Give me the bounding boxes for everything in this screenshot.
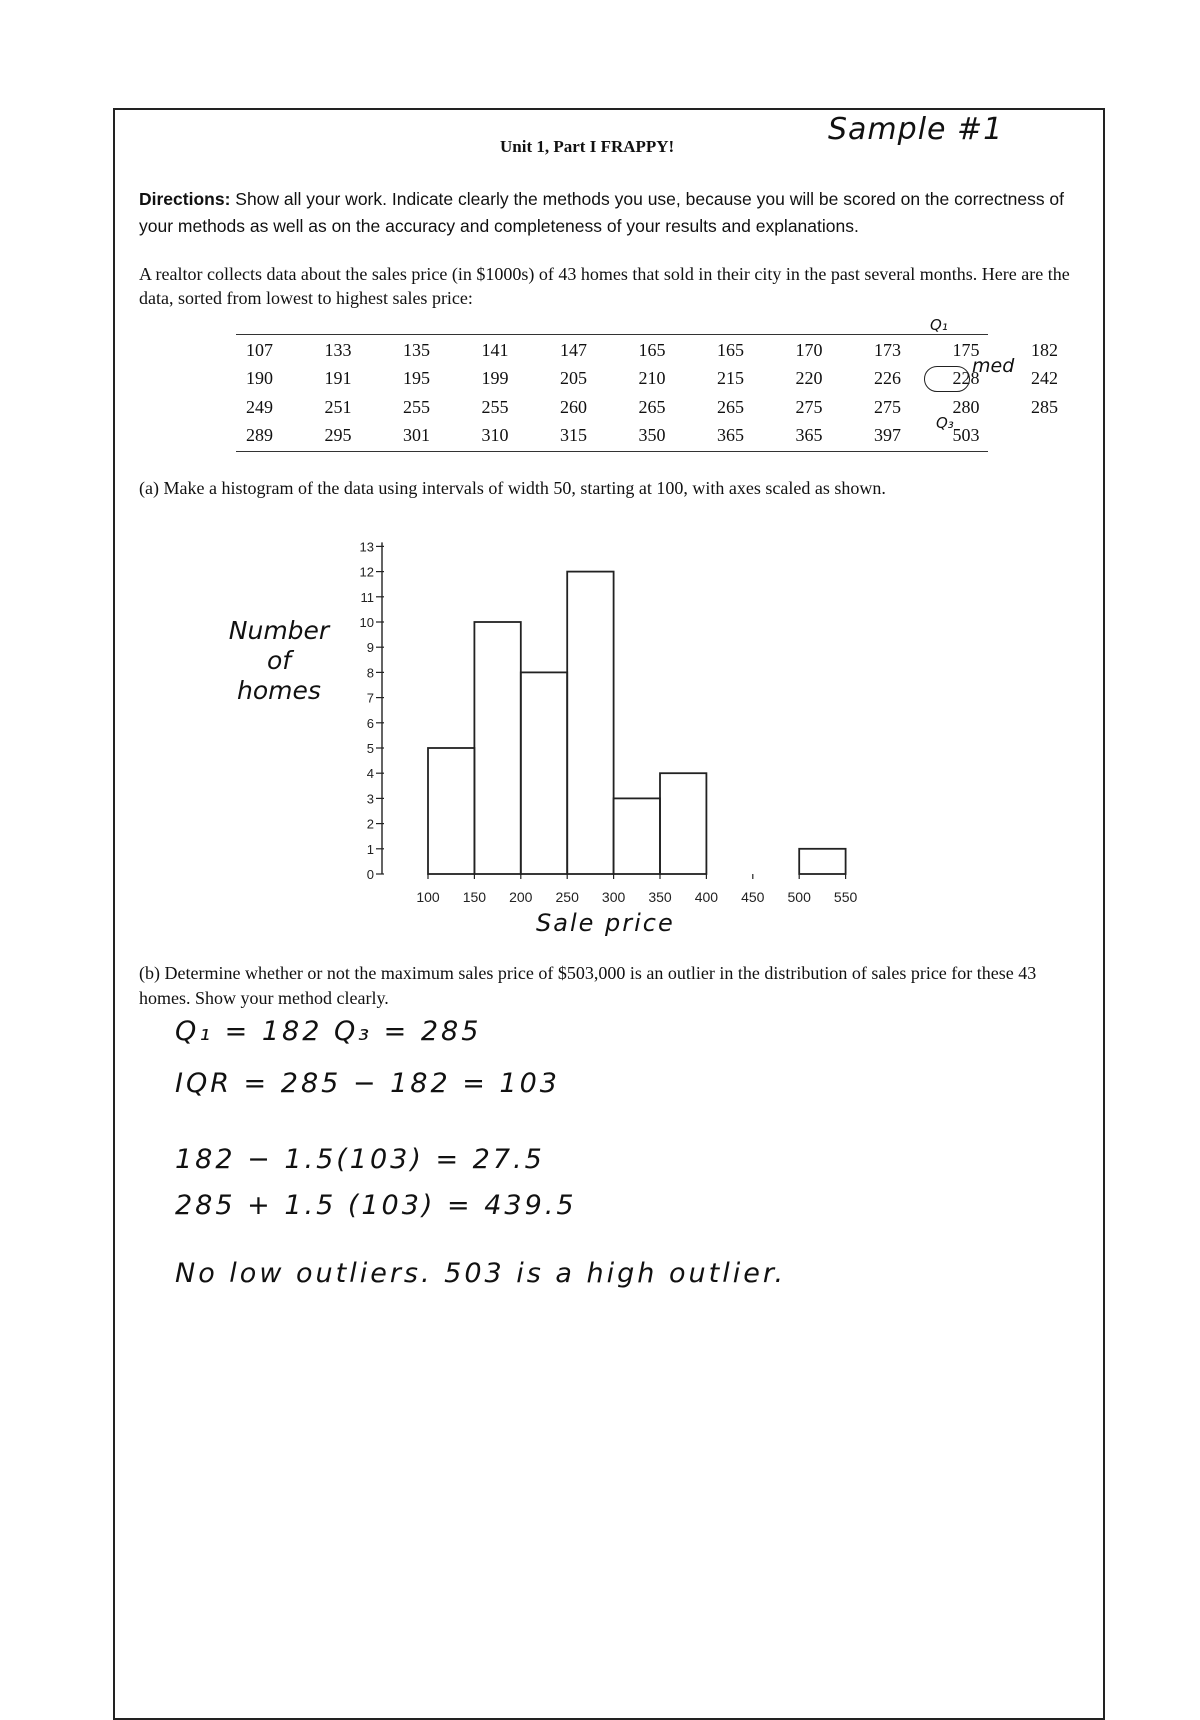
x-axis-label: Sale price <box>536 909 675 937</box>
histogram-bar <box>521 672 567 874</box>
table-cell: 182 <box>1031 339 1058 360</box>
x-tick-label: 400 <box>694 889 719 905</box>
x-tick-label: 150 <box>462 889 487 905</box>
histogram-bar <box>567 572 613 874</box>
table-cell: 215 <box>717 368 744 389</box>
table-cell: 295 <box>324 425 352 446</box>
table-cell: 285 <box>1031 396 1058 417</box>
work-iqr: IQR = 285 − 182 = 103 <box>175 1068 560 1099</box>
table-cell: 265 <box>638 396 666 417</box>
y-tick-label: 7 <box>366 690 374 706</box>
table-cell: 135 <box>403 339 430 360</box>
y-tick-label: 1 <box>366 841 374 857</box>
table-cell: 190 <box>246 368 273 389</box>
table-cell: 265 <box>717 396 744 417</box>
y-tick-label: 13 <box>359 539 374 555</box>
table-cell: 195 <box>403 368 430 389</box>
work-upper-fence: 285 + 1.5 (103) = 439.5 <box>175 1190 577 1221</box>
y-tick-label: 2 <box>366 816 374 832</box>
table-cell: 255 <box>481 396 509 417</box>
directions-text: Show all your work. Indicate clearly the methods you use, because you will be scored on the correctness of your methods as well as on the accuracy and completeness of your results and explanations. <box>139 189 1065 236</box>
table-cell: 249 <box>246 396 273 417</box>
y-tick-label: 11 <box>360 589 374 605</box>
table-cell: 275 <box>874 396 901 417</box>
table-cell: 107 <box>246 339 273 360</box>
median-circle <box>924 366 970 392</box>
table-cell: 205 <box>560 368 587 389</box>
table-cell: 173 <box>874 339 901 360</box>
table-cell: 280 <box>952 396 980 417</box>
table-cell: 133 <box>324 339 352 360</box>
table-cell: 397 <box>874 425 901 446</box>
table-cell: 228 <box>952 368 980 389</box>
table-cell: 210 <box>638 368 666 389</box>
x-tick-label: 300 <box>601 889 626 905</box>
y-axis-label-line: Number <box>228 616 330 645</box>
table-cell: 301 <box>403 425 430 446</box>
y-tick-label: 9 <box>366 640 374 656</box>
table-cell: 165 <box>717 339 744 360</box>
table-cell: 275 <box>795 396 823 417</box>
x-tick-label: 200 <box>509 889 533 905</box>
work-conclusion: No low outliers. 503 is a high outlier. <box>175 1258 787 1289</box>
table-cell: 251 <box>324 396 352 417</box>
part-b-prompt: (b) Determine whether or not the maximum sales price of $503,000 is an outlier in the distribution of sales price for these 43 homes. Show your method clearly. <box>139 963 1037 1008</box>
table-row <box>236 422 1100 451</box>
y-axis-label-line: of <box>266 646 292 675</box>
median-annotation: med <box>972 355 1015 377</box>
x-tick-label: 500 <box>787 889 811 905</box>
histogram-bar <box>660 773 706 874</box>
y-tick-label: 8 <box>366 665 374 681</box>
table-cell-median: 242 <box>1031 368 1058 389</box>
table-cell: 191 <box>324 368 352 389</box>
part-a-prompt: (a) Make a histogram of the data using intervals of width 50, starting at 100, with axes scaled as shown. <box>139 478 886 498</box>
y-tick-label: 6 <box>366 715 374 731</box>
table-row <box>236 393 1100 422</box>
histogram-bar <box>799 849 845 874</box>
x-tick-label: 550 <box>833 889 858 905</box>
x-tick-label: 450 <box>741 889 765 905</box>
table-cell: 170 <box>795 339 823 360</box>
directions-label: Directions: <box>139 189 231 209</box>
table-cell: 220 <box>795 368 823 389</box>
directions <box>139 186 1089 240</box>
histogram-bar <box>614 798 660 874</box>
table-cell: 226 <box>874 368 901 389</box>
table-cell <box>1021 422 1100 451</box>
x-tick-label: 350 <box>648 889 672 905</box>
table-cell: 350 <box>638 425 666 446</box>
histogram-bar <box>474 622 520 874</box>
histogram-bar <box>428 748 474 874</box>
work-lower-fence: 182 − 1.5(103) = 27.5 <box>175 1144 545 1175</box>
y-axis-label <box>214 616 344 706</box>
table-row <box>236 336 1100 365</box>
table-cell: 315 <box>560 425 587 446</box>
histogram <box>340 528 880 913</box>
y-tick-label: 10 <box>359 615 374 630</box>
table-cell: 165 <box>638 339 666 360</box>
y-tick-label: 12 <box>359 564 374 580</box>
table-cell: 365 <box>795 425 823 446</box>
q1-annotation: Q₁ <box>930 316 948 334</box>
table-cell: 503 <box>952 425 980 446</box>
y-axis-label-line: homes <box>237 676 321 705</box>
data-table <box>236 336 1100 450</box>
table-cell: 365 <box>717 425 744 446</box>
y-tick-label: 5 <box>366 741 374 756</box>
y-tick-label: 3 <box>366 791 374 807</box>
sample-label: Sample #1 <box>828 112 1004 147</box>
table-top-rule <box>236 334 988 335</box>
table-cell: 310 <box>481 425 509 446</box>
table-cell: 289 <box>246 425 273 446</box>
problem-intro: A realtor collects data about the sales price (in $1000s) of 43 homes that sold in their city in the past several months. Here are the data, sorted from lowest to highest sales price: <box>139 264 1070 308</box>
table-cell: 199 <box>481 368 509 389</box>
table-bottom-rule <box>236 451 988 452</box>
y-tick-label: 4 <box>366 766 374 782</box>
table-cell: 255 <box>403 396 430 417</box>
q3-annotation: Q₃ <box>936 414 954 432</box>
table-cell: 175 <box>952 339 980 360</box>
y-tick-label: 0 <box>366 867 374 882</box>
page-title: Unit 1, Part I FRAPPY! <box>500 137 675 156</box>
x-tick-label: 100 <box>416 889 440 905</box>
table-cell: 147 <box>560 339 587 360</box>
table-cell: 141 <box>481 339 509 360</box>
table-cell: 260 <box>560 396 587 417</box>
x-tick-label: 250 <box>555 889 579 905</box>
work-quartiles: Q₁ = 182 Q₃ = 285 <box>175 1016 482 1047</box>
